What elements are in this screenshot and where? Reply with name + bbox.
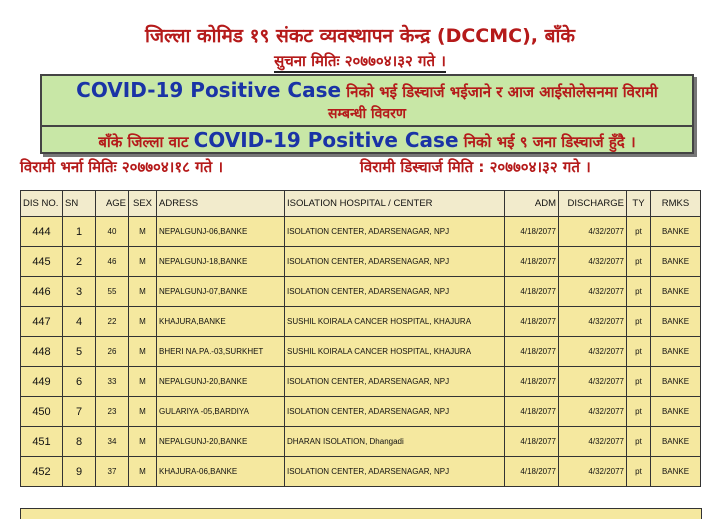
cell-ty: pt <box>627 457 651 487</box>
table-row <box>21 247 701 277</box>
summary-banner <box>40 74 694 129</box>
cell-sn: 8 <box>63 427 96 457</box>
table-row <box>21 367 701 397</box>
cell-dis-no: 448 <box>21 337 63 367</box>
cell-dis-no: 450 <box>21 397 63 427</box>
cell-sn: 2 <box>63 247 96 277</box>
cell-sn: 3 <box>63 277 96 307</box>
cell-dis-no: 451 <box>21 427 63 457</box>
page-title: जिल्ला कोमिड १९ संकट व्यवस्थापन केन्द्र (DCCMC), बाँके <box>145 25 575 47</box>
cell-ty: pt <box>627 277 651 307</box>
cell-sex: M <box>129 247 157 277</box>
cell-dis-no: 449 <box>21 367 63 397</box>
cell-address: BHERI NA.PA.-03,SURKHET <box>157 337 285 367</box>
cell-ty: pt <box>627 427 651 457</box>
cell-age: 40 <box>96 217 129 247</box>
cell-age: 26 <box>96 337 129 367</box>
cell-rmks: BANKE <box>651 307 701 337</box>
cell-sex: M <box>129 337 157 367</box>
banner-line-1 <box>42 78 692 102</box>
cell-isolation: SUSHIL KOIRALA CANCER HOSPITAL, KHAJURA <box>285 307 505 337</box>
banner-line-3-prefix: बाँके जिल्ला वाट <box>98 133 194 151</box>
banner-covid-label: COVID-19 Positive Case <box>76 78 342 102</box>
cell-address: KHAJURA-06,BANKE <box>157 457 285 487</box>
cell-adm: 4/18/2077 <box>505 217 559 247</box>
cell-age: 33 <box>96 367 129 397</box>
table-row <box>21 427 701 457</box>
cell-adm: 4/18/2077 <box>505 397 559 427</box>
cell-address: NEPALGUNJ-06,BANKE <box>157 217 285 247</box>
cell-sn: 6 <box>63 367 96 397</box>
cell-address: NEPALGUNJ-07,BANKE <box>157 277 285 307</box>
cell-discharge: 4/32/2077 <box>559 397 627 427</box>
cell-dis-no: 445 <box>21 247 63 277</box>
cell-ty: pt <box>627 367 651 397</box>
table-header-row <box>21 191 701 217</box>
cell-ty: pt <box>627 217 651 247</box>
col-header-isolation: ISOLATION HOSPITAL / CENTER <box>285 191 505 217</box>
cell-ty: pt <box>627 247 651 277</box>
cell-adm: 4/18/2077 <box>505 307 559 337</box>
cell-ty: pt <box>627 337 651 367</box>
cell-discharge: 4/32/2077 <box>559 217 627 247</box>
banner-covid-label-2: COVID-19 Positive Case <box>193 128 459 152</box>
cell-rmks: BANKE <box>651 457 701 487</box>
cell-rmks: BANKE <box>651 217 701 247</box>
cell-sex: M <box>129 277 157 307</box>
cell-address: KHAJURA,BANKE <box>157 307 285 337</box>
cell-sn: 1 <box>63 217 96 247</box>
cell-rmks: BANKE <box>651 427 701 457</box>
notice-date-text: सुचना मितिः २०७७०४।३२ गते । <box>274 52 446 73</box>
discharge-date: विरामी डिस्चार्ज मिति : २०७७०४।३२ गते । <box>360 158 591 176</box>
col-header-sex: SEX <box>129 191 157 217</box>
table-row <box>21 277 701 307</box>
cell-sex: M <box>129 397 157 427</box>
table-continuation <box>20 508 702 519</box>
cell-adm: 4/18/2077 <box>505 277 559 307</box>
cell-rmks: BANKE <box>651 367 701 397</box>
cell-dis-no: 444 <box>21 217 63 247</box>
cell-age: 55 <box>96 277 129 307</box>
cell-isolation: ISOLATION CENTER, ADARSENAGAR, NPJ <box>285 277 505 307</box>
cell-rmks: BANKE <box>651 397 701 427</box>
banner-line-2: सम्बन्धी विवरण <box>327 106 407 122</box>
col-header-adm: ADM <box>505 191 559 217</box>
cell-isolation: SUSHIL KOIRALA CANCER HOSPITAL, KHAJURA <box>285 337 505 367</box>
notice-date <box>0 51 720 71</box>
banner-line-3 <box>42 128 692 152</box>
col-header-rmks: RMKS <box>651 191 701 217</box>
cell-adm: 4/18/2077 <box>505 247 559 277</box>
cell-isolation: DHARAN ISOLATION, Dhangadi <box>285 427 505 457</box>
cell-sex: M <box>129 367 157 397</box>
admission-date: विरामी भर्ना मितिः २०७७०४।१८ गते । <box>20 158 224 176</box>
cell-sn: 5 <box>63 337 96 367</box>
table-row <box>21 457 701 487</box>
cell-discharge: 4/32/2077 <box>559 277 627 307</box>
cell-sex: M <box>129 427 157 457</box>
col-header-address: ADRESS <box>157 191 285 217</box>
col-header-ty: TY <box>627 191 651 217</box>
cell-discharge: 4/32/2077 <box>559 427 627 457</box>
cell-dis-no: 447 <box>21 307 63 337</box>
cell-address: NEPALGUNJ-18,BANKE <box>157 247 285 277</box>
col-header-sn: SN <box>63 191 96 217</box>
cell-adm: 4/18/2077 <box>505 427 559 457</box>
cell-age: 34 <box>96 427 129 457</box>
cell-isolation: ISOLATION CENTER, ADARSENAGAR, NPJ <box>285 247 505 277</box>
cell-address: NEPALGUNJ-20,BANKE <box>157 367 285 397</box>
cell-rmks: BANKE <box>651 337 701 367</box>
banner-line-3-suffix: निको भई ९ जना डिस्चार्ज हुँदै । <box>458 133 636 151</box>
cell-age: 23 <box>96 397 129 427</box>
cell-rmks: BANKE <box>651 247 701 277</box>
cell-adm: 4/18/2077 <box>505 457 559 487</box>
cell-sex: M <box>129 307 157 337</box>
cell-dis-no: 452 <box>21 457 63 487</box>
cell-address: NEPALGUNJ-20,BANKE <box>157 427 285 457</box>
cell-isolation: ISOLATION CENTER, ADARSENAGAR, NPJ <box>285 217 505 247</box>
cell-sn: 9 <box>63 457 96 487</box>
cell-sex: M <box>129 457 157 487</box>
cell-adm: 4/18/2077 <box>505 367 559 397</box>
cell-dis-no: 446 <box>21 277 63 307</box>
cell-sn: 7 <box>63 397 96 427</box>
table-row <box>21 337 701 367</box>
col-header-dis-no: DIS NO. <box>21 191 63 217</box>
col-header-discharge: DISCHARGE <box>559 191 627 217</box>
cell-adm: 4/18/2077 <box>505 337 559 367</box>
discharge-banner <box>40 125 694 154</box>
cell-sn: 4 <box>63 307 96 337</box>
cell-ty: pt <box>627 307 651 337</box>
cell-isolation: ISOLATION CENTER, ADARSENAGAR, NPJ <box>285 397 505 427</box>
cell-discharge: 4/32/2077 <box>559 367 627 397</box>
cell-age: 22 <box>96 307 129 337</box>
table-row <box>21 397 701 427</box>
cell-discharge: 4/32/2077 <box>559 337 627 367</box>
cell-isolation: ISOLATION CENTER, ADARSENAGAR, NPJ <box>285 457 505 487</box>
patient-table <box>20 190 701 487</box>
col-header-age: AGE <box>96 191 129 217</box>
table-row <box>21 307 701 337</box>
cell-discharge: 4/32/2077 <box>559 247 627 277</box>
cell-age: 37 <box>96 457 129 487</box>
banner-line-1-text: निको भई डिस्चार्ज भईजाने र आज आईसोलेसनमा विरामी <box>341 83 658 101</box>
cell-address: GULARIYA -05,BARDIYA <box>157 397 285 427</box>
cell-isolation: ISOLATION CENTER, ADARSENAGAR, NPJ <box>285 367 505 397</box>
table-row <box>21 217 701 247</box>
cell-rmks: BANKE <box>651 277 701 307</box>
cell-discharge: 4/32/2077 <box>559 457 627 487</box>
cell-sex: M <box>129 217 157 247</box>
cell-ty: pt <box>627 397 651 427</box>
cell-discharge: 4/32/2077 <box>559 307 627 337</box>
cell-age: 46 <box>96 247 129 277</box>
